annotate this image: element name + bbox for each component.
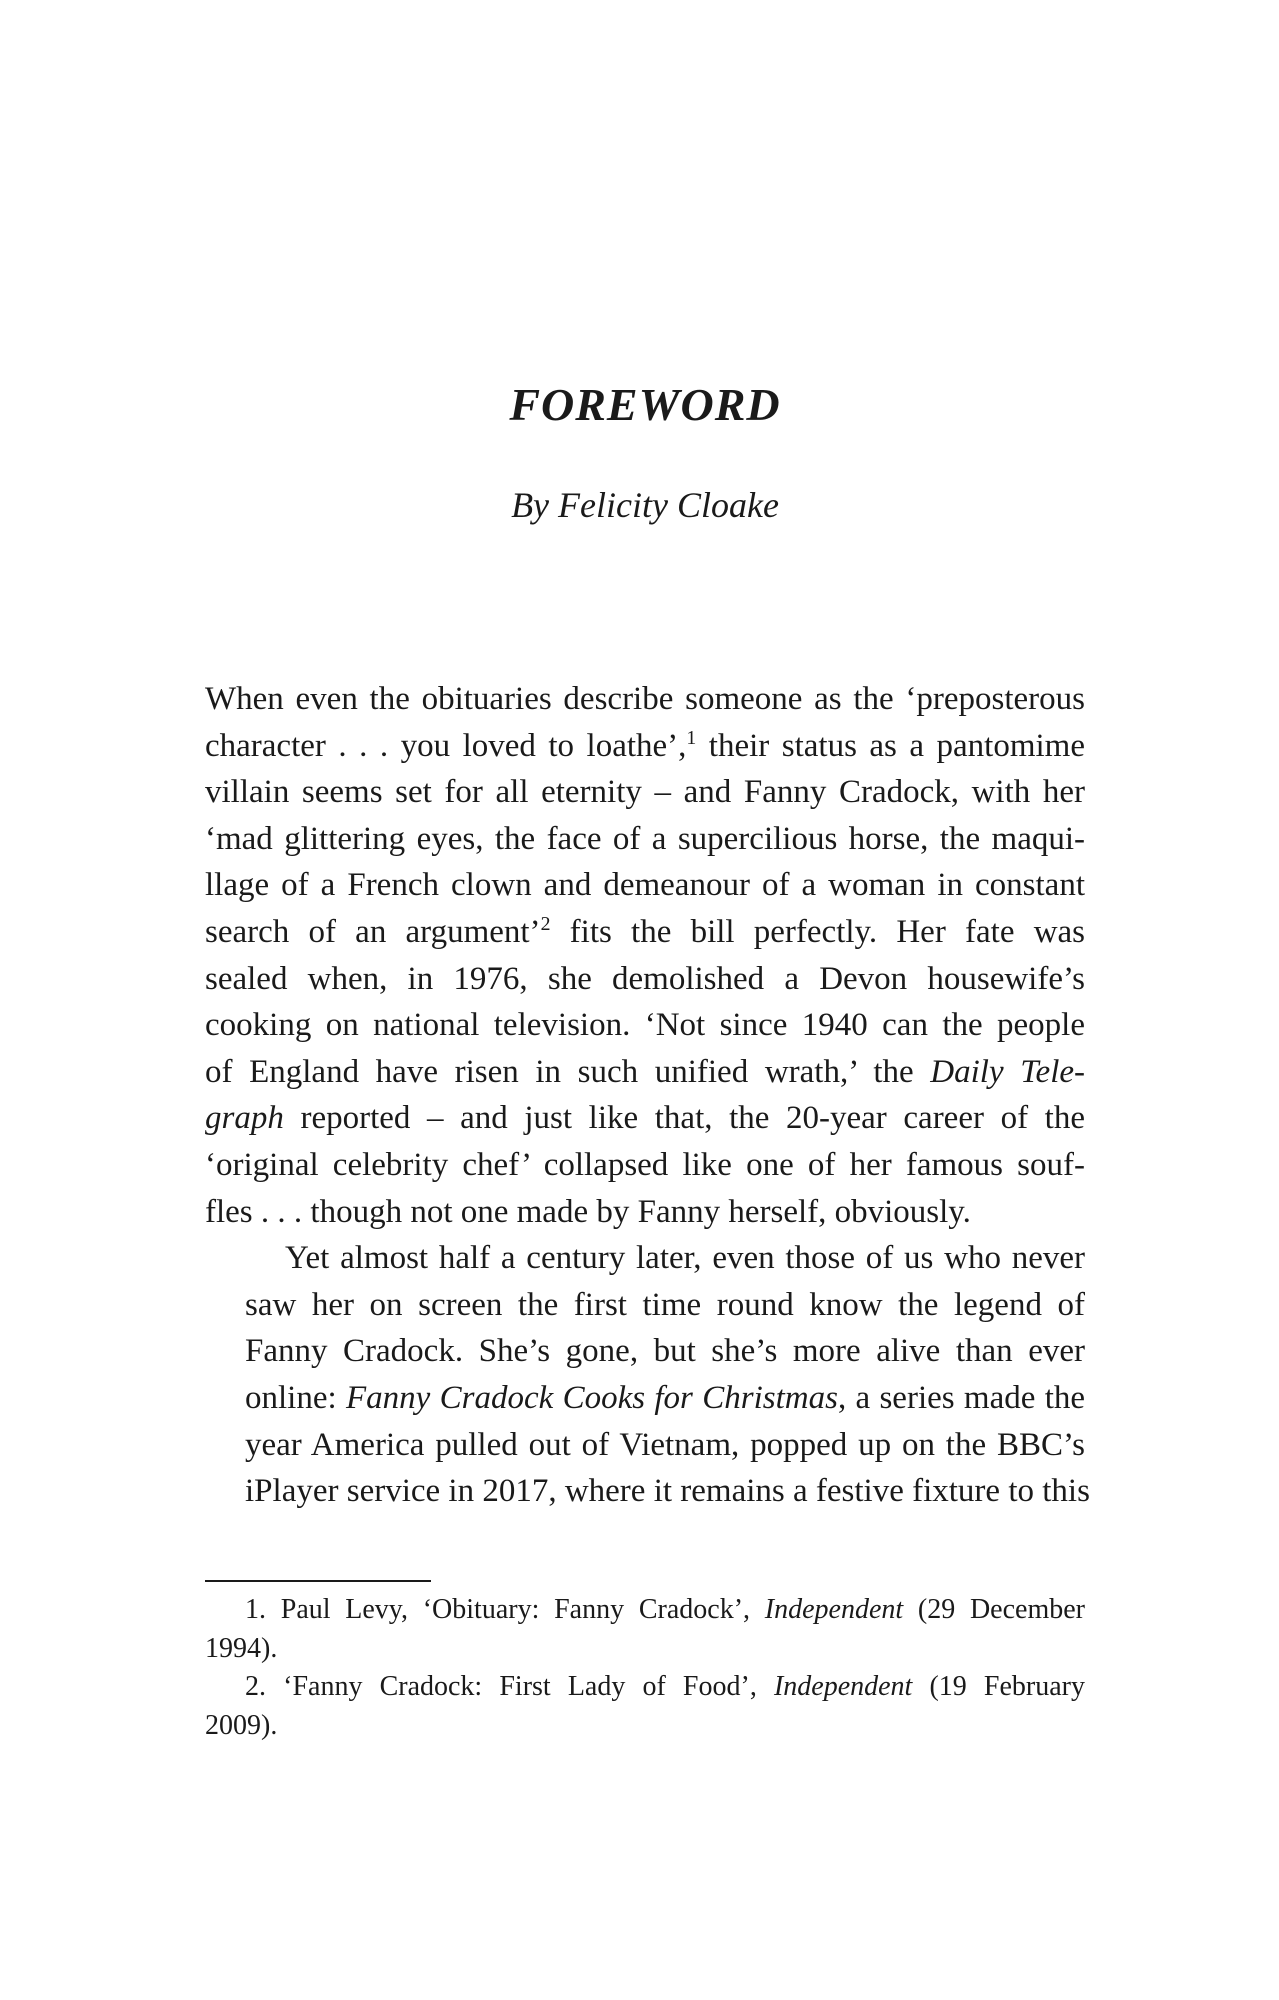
text-fragment: of England have risen in such unified wrath,’ the xyxy=(205,1053,931,1090)
text-line: When even the obituaries describe someone as the ‘preposterous xyxy=(205,681,1085,717)
text-fragment: character . . . you loved to loathe’, xyxy=(205,727,687,764)
text-line: year America pulled out of Vietnam, popped up on the BBC’s xyxy=(245,1426,1085,1463)
text-fragment: their status as a pantomime xyxy=(696,727,1085,764)
text-line xyxy=(205,1049,1085,1096)
footnote-number: 2. xyxy=(245,1671,266,1702)
footnote-1 xyxy=(205,1591,1085,1668)
text-fragment: Paul Levy, ‘Obituary: Fanny Cradock’, xyxy=(266,1594,765,1625)
footnote-divider xyxy=(205,1580,431,1582)
italic-title: Independent xyxy=(764,1594,904,1625)
text-fragment: , a series made the xyxy=(837,1379,1086,1416)
text-line: Yet almost half a century later, even those of us who never xyxy=(285,1240,1085,1277)
paragraph-1 xyxy=(205,676,1085,1235)
text-fragment: ‘Fanny Cradock: First Lady of Food’, xyxy=(266,1671,774,1702)
footnote-2 xyxy=(205,1668,1085,1745)
text-line xyxy=(205,723,1085,770)
italic-title: graph xyxy=(205,1100,284,1137)
footnote-marker-1[interactable]: 1 xyxy=(686,726,697,749)
body-text xyxy=(205,676,1090,1515)
text-line: 1994). xyxy=(205,1632,278,1664)
paragraph-2 xyxy=(205,1235,1090,1515)
byline: By Felicity Cloake xyxy=(511,485,779,525)
text-line: iPlayer service in 2017, where it remains a festive fixture to this xyxy=(245,1473,1090,1510)
text-line: 2009). xyxy=(205,1709,278,1741)
text-line: villain seems set for all eternity – and Fanny Cradock, with her xyxy=(205,774,1085,811)
text-line: llage of a French clown and demeanour of a woman in constant xyxy=(205,867,1085,904)
text-line xyxy=(205,909,1085,956)
text-fragment: reported – and just like that, the 20-year career of the xyxy=(283,1100,1085,1137)
text-line xyxy=(205,1095,1085,1142)
footnotes xyxy=(205,1591,1085,1745)
footnote-marker-2[interactable]: 2 xyxy=(540,912,551,935)
text-line: saw her on screen the first time round know the legend of xyxy=(245,1286,1085,1323)
text-fragment: fits the bill perfectly. Her fate was xyxy=(550,913,1086,950)
text-line: fles . . . though not one made by Fanny herself, obviously. xyxy=(205,1193,971,1230)
text-line xyxy=(205,1668,1085,1707)
chapter-title: FOREWORD xyxy=(509,379,781,430)
text-line: sealed when, in 1976, she demolished a Devon housewife’s xyxy=(205,960,1085,997)
text-fragment: (19 February xyxy=(912,1671,1085,1702)
text-line: ‘mad glittering eyes, the face of a supercilious horse, the maqui- xyxy=(205,820,1085,857)
italic-title: Daily Tele- xyxy=(930,1053,1086,1090)
text-fragment: online: xyxy=(245,1379,346,1416)
text-fragment: (29 December xyxy=(903,1594,1085,1625)
footnote-number: 1. xyxy=(245,1594,266,1625)
text-fragment: search of an argument’ xyxy=(205,913,541,950)
italic-title: Independent xyxy=(773,1671,913,1702)
text-line xyxy=(205,1375,1085,1422)
text-line xyxy=(205,1591,1085,1630)
text-line: Fanny Cradock. She’s gone, but she’s more alive than ever xyxy=(245,1333,1085,1370)
italic-title: Fanny Cradock Cooks for Christmas xyxy=(345,1379,838,1416)
text-line: cooking on national television. ‘Not since 1940 can the people xyxy=(205,1007,1085,1044)
text-line: ‘original celebrity chef’ collapsed like one of her famous souf- xyxy=(205,1146,1085,1183)
